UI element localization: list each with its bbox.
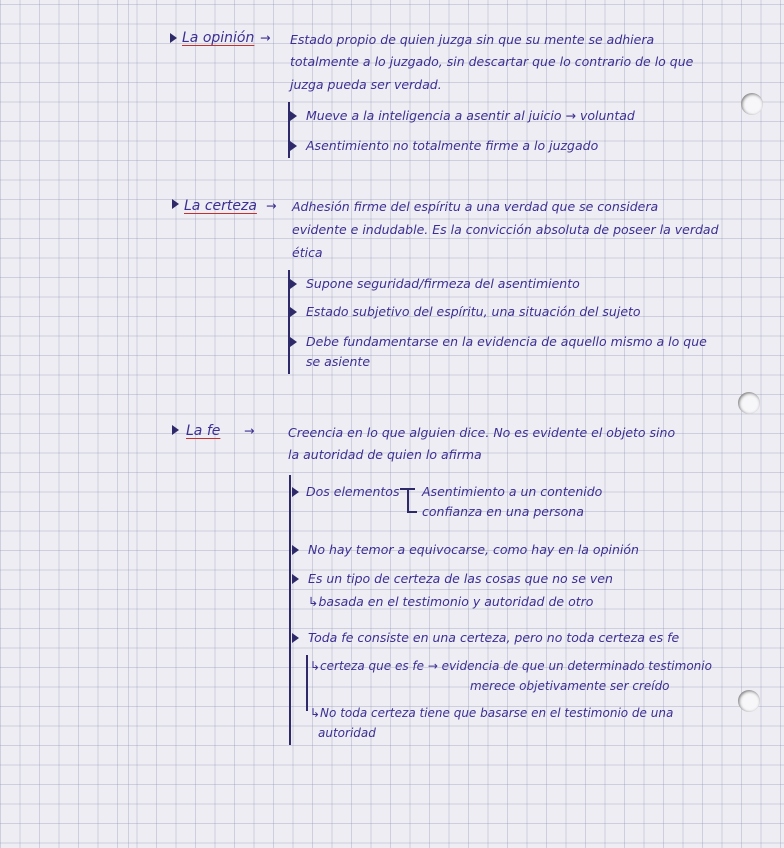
bullet-marker	[290, 307, 297, 317]
binder-hole	[741, 93, 763, 115]
subpoint: ↳certeza que es fe → evidencia de que un determinado testimonio	[310, 659, 712, 673]
definition-line: la autoridad de quien lo afirma	[288, 447, 482, 462]
binder-hole	[738, 690, 760, 712]
elements-bracket	[407, 511, 417, 513]
elements-label: Dos elementos	[306, 484, 400, 499]
bullet-marker	[170, 33, 177, 43]
subpoint: ↳No toda certeza tiene que basarse en el testimonio de una	[310, 706, 674, 720]
element-item: confianza en una persona	[422, 504, 584, 519]
bullet-marker	[292, 633, 299, 643]
elements-bracket	[407, 488, 409, 512]
margin-line	[128, 0, 129, 848]
bullet-marker	[172, 425, 179, 435]
bullet-marker	[290, 279, 297, 289]
point: Asentimiento no totalmente firme a lo juzgado	[306, 138, 599, 153]
heading-certeza: La certeza	[184, 198, 257, 214]
heading-fe: La fe	[186, 423, 221, 439]
sub-bracket-line	[306, 655, 308, 711]
point: se asiente	[306, 354, 371, 369]
point: Debe fundamentarse en la evidencia de aquello mismo a lo que	[306, 334, 707, 349]
definition-line: evidente e indudable. Es la convicción absoluta de poseer la verdad	[292, 222, 719, 237]
definition-line: juzga pueda ser verdad.	[290, 77, 442, 92]
bullet-marker	[292, 545, 299, 555]
point: Mueve a la inteligencia a asentir al juicio → voluntad	[306, 108, 635, 123]
bullet-marker	[290, 141, 297, 151]
point: No hay temor a equivocarse, como hay en la opinión	[308, 542, 639, 557]
definition-line: Estado propio de quien juzga sin que su mente se adhiera	[290, 32, 655, 47]
bullet-marker	[172, 199, 179, 209]
subpoint: autoridad	[318, 726, 376, 740]
point: ↳basada en el testimonio y autoridad de otro	[308, 594, 594, 609]
bullet-marker	[292, 574, 299, 584]
subpoint: merece objetivamente ser creído	[470, 679, 670, 693]
arrow: →	[244, 423, 255, 438]
definition-line: totalmente a lo juzgado, sin descartar que lo contrario de lo que	[290, 54, 694, 69]
point: Supone seguridad/firmeza del asentimiento	[306, 276, 580, 291]
definition-line: Creencia en lo que alguien dice. No es evidente el objeto sino	[288, 425, 676, 440]
arrow: →	[260, 30, 271, 45]
definition-line: Adhesión firme del espíritu a una verdad que se considera	[292, 199, 659, 214]
heading-opinion: La opinión	[182, 30, 255, 46]
binder-hole	[738, 392, 760, 414]
element-item: Asentimiento a un contenido	[422, 484, 603, 499]
bullet-marker	[290, 111, 297, 121]
arrow: →	[266, 198, 277, 213]
point: Estado subjetivo del espíritu, una situación del sujeto	[306, 304, 641, 319]
point: Es un tipo de certeza de las cosas que no se ven	[308, 571, 613, 586]
elements-bracket	[400, 488, 415, 490]
bracket-line	[289, 475, 291, 745]
definition-line: ética	[292, 245, 323, 260]
bullet-marker	[292, 487, 299, 497]
point: Toda fe consiste en una certeza, pero no toda certeza es fe	[308, 630, 680, 645]
bullet-marker	[290, 337, 297, 347]
